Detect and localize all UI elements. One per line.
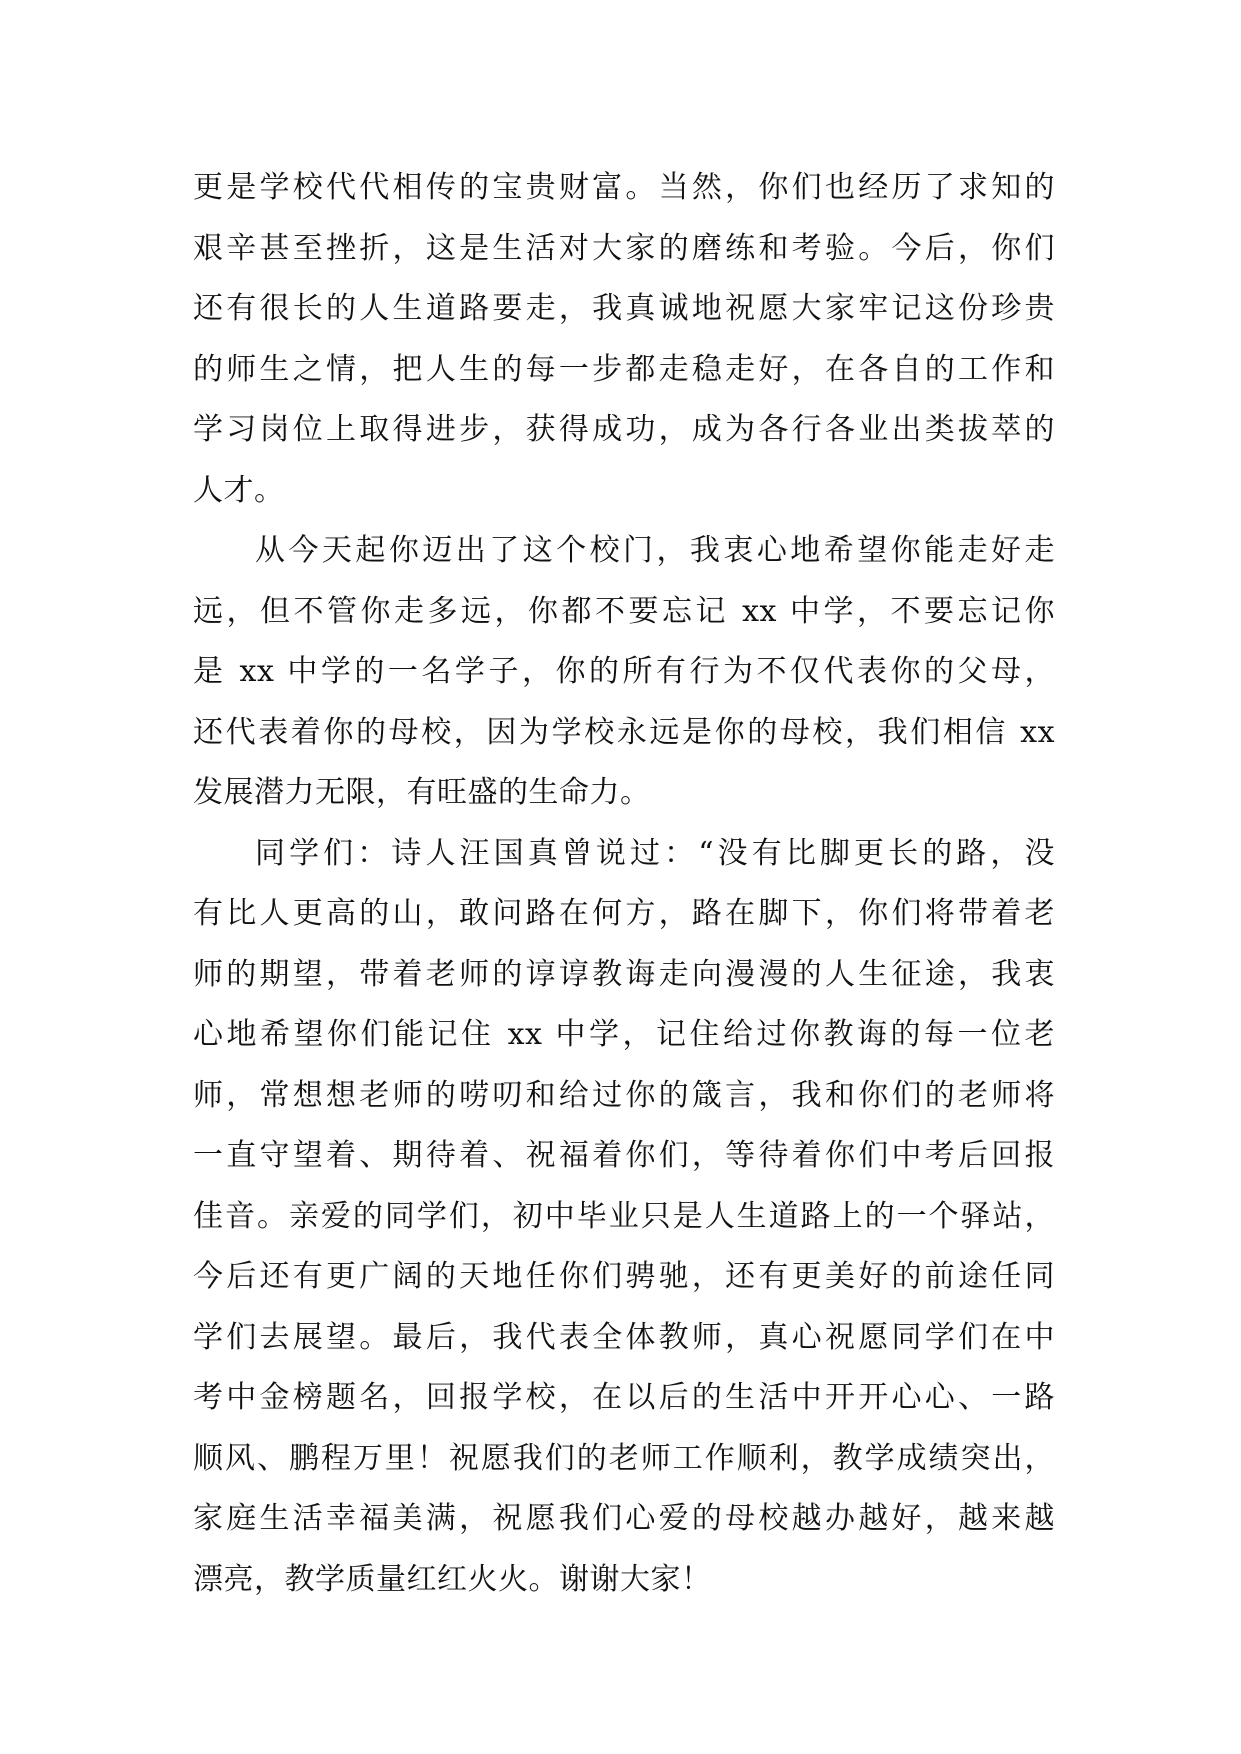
text-line: 是 xx 中学的一名学子，你的所有行为不仅代表你的父母，	[193, 654, 1055, 689]
text-line: 一直守望着、期待着、祝福着你们，等待着你们中考后回报	[193, 1138, 1055, 1173]
text-line: 考中金榜题名，回报学校，在以后的生活中开开心心、一路	[193, 1380, 1055, 1415]
text-line: 学习岗位上取得进步，获得成功，成为各行各业出类拔萃的	[193, 412, 1055, 447]
text-line: 顺风、鹏程万里！祝愿我们的老师工作顺利，教学成绩突出，	[193, 1440, 1055, 1476]
text-line: 有比人更高的山，敢问路在何方，路在脚下，你们将带着老	[193, 896, 1055, 931]
text-line: 还代表着你的母校，因为学校永远是你的母校，我们相信 xx	[193, 714, 1055, 750]
text-line: 同学们：诗人汪国真曾说过：“没有比脚更长的路，没	[255, 835, 1055, 871]
text-line: 漂亮，教学质量红红火火。谢谢大家！	[193, 1561, 712, 1597]
text-line: 发展潜力无限，有旺盛的生命力。	[193, 775, 651, 810]
text-line: 心地希望你们能记住 xx 中学，记住给过你教诲的每一位老	[193, 1017, 1055, 1052]
text-line: 还有很长的人生道路要走，我真诚地祝愿大家牢记这份珍贵	[193, 291, 1055, 326]
paragraph-3	[193, 824, 1055, 1611]
text-line: 师的期望，带着老师的谆谆教诲走向漫漫的人生征途，我衷	[193, 956, 1055, 992]
paragraph-1	[193, 158, 1055, 521]
text-line: 人才。	[193, 472, 285, 508]
text-line: 今后还有更广阔的天地任你们骋驰，还有更美好的前途任同	[193, 1259, 1055, 1294]
text-line: 学们去展望。最后，我代表全体教师，真心祝愿同学们在中	[193, 1319, 1055, 1355]
text-line: 远，但不管你走多远，你都不要忘记 xx 中学，不要忘记你	[193, 593, 1055, 629]
text-line: 艰辛甚至挫折，这是生活对大家的磨练和考验。今后，你们	[193, 230, 1055, 266]
document-body	[193, 158, 1055, 1610]
text-line: 佳音。亲爱的同学们，初中毕业只是人生道路上的一个驿站，	[193, 1198, 1055, 1234]
text-line: 从今天起你迈出了这个校门，我衷心地希望你能走好走	[255, 533, 1055, 568]
text-line: 师，常想想老师的唠叨和给过你的箴言，我和你们的老师将	[193, 1077, 1055, 1113]
text-line: 家庭生活幸福美满，祝愿我们心爱的母校越办越好，越来越	[193, 1501, 1055, 1536]
text-line: 更是学校代代相传的宝贵财富。当然，你们也经历了求知的	[193, 170, 1055, 205]
paragraph-2	[193, 521, 1055, 824]
text-line: 的师生之情，把人生的每一步都走稳走好，在各自的工作和	[193, 351, 1055, 387]
